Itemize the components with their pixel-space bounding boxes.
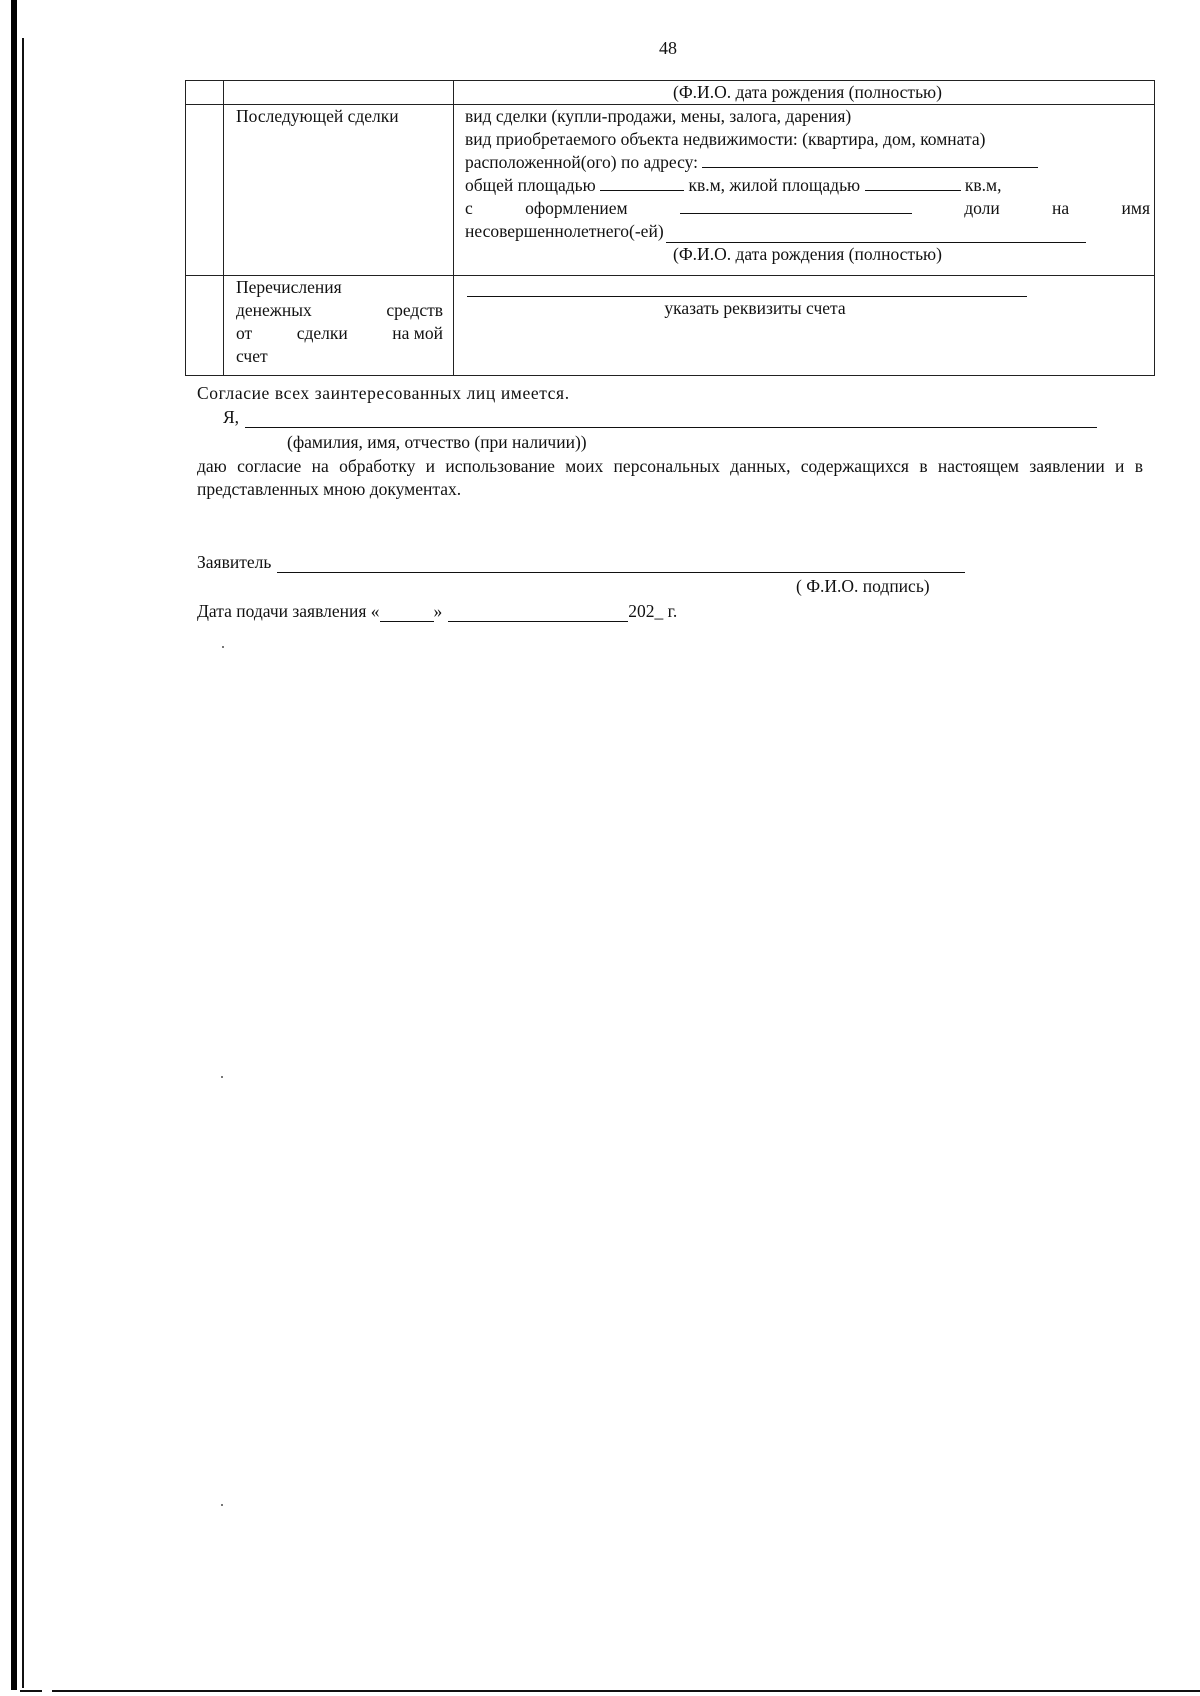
next-deal-label: Последующей сделки (224, 105, 454, 276)
scan-speck (221, 1076, 223, 1078)
consent-statement: Согласие всех заинтересованных лиц имеется. (197, 383, 570, 403)
personal-name-line: Я, (197, 407, 1097, 428)
share-field[interactable] (680, 197, 912, 214)
applicant-line: Заявитель (197, 552, 965, 573)
address-line: расположенной(ого) по адресу: (465, 151, 1150, 174)
total-area-field[interactable] (600, 174, 684, 191)
scan-speck (222, 646, 224, 648)
data-processing-consent: даю согласие на обработку и использование моих персональных данных, содержащихся в настоящем заявлении и в представленных мною документах. (197, 456, 1143, 499)
table-cell-empty (186, 105, 224, 276)
page-number: 48 (659, 38, 677, 58)
table-row-fio (186, 81, 1155, 105)
application-table (185, 80, 1155, 376)
deal-type-line: вид сделки (купли-продажи, мены, залога, дарения) (465, 106, 852, 126)
personal-name-caption: (фамилия, имя, отчество (при наличии)) (287, 432, 587, 452)
address-field[interactable] (702, 151, 1038, 168)
date-month-field[interactable] (448, 604, 628, 622)
scan-left-border-inner (22, 38, 24, 1688)
living-area-field[interactable] (865, 174, 961, 191)
minor-name-field[interactable] (666, 226, 1086, 243)
table-row-transfer (186, 276, 1155, 376)
table-cell-empty (224, 81, 454, 105)
area-line: общей площадью кв.м, жилой площадью кв.м, (465, 175, 1002, 195)
table-cell-empty (186, 276, 224, 376)
signature-caption: ( Ф.И.О. подпись) (796, 576, 930, 596)
scan-bottom-border (52, 1690, 1200, 1692)
applicant-signature-field[interactable] (277, 554, 965, 573)
transfer-details (454, 276, 1155, 376)
scan-bottom-tick (20, 1690, 42, 1692)
scan-speck (221, 1504, 223, 1506)
property-type-line: вид приобретаемого объекта недвижимости: (квартира, дом, комната) (465, 129, 986, 149)
fio-caption-bottom: (Ф.И.О. дата рождения (полностью) (673, 244, 942, 264)
next-deal-details (454, 105, 1155, 276)
account-caption: указать реквизиты счета (664, 298, 846, 318)
table-row-next-deal (186, 105, 1155, 276)
account-details-field[interactable] (467, 276, 1027, 297)
scan-left-border (11, 0, 17, 1690)
date-day-field[interactable] (380, 604, 434, 622)
transfer-label: Перечисления денежных средств от сделки на мой счет (224, 276, 454, 376)
share-line: с оформлением доли на имя (465, 198, 1150, 218)
table-cell-empty (186, 81, 224, 105)
fio-caption-top: (Ф.И.О. дата рождения (полностью) (454, 81, 1155, 105)
personal-name-field[interactable] (245, 409, 1097, 428)
submission-date-line: Дата подачи заявления « » 202_ г. (197, 601, 678, 621)
minor-line: несовершеннолетнего(-ей) (465, 220, 1150, 243)
